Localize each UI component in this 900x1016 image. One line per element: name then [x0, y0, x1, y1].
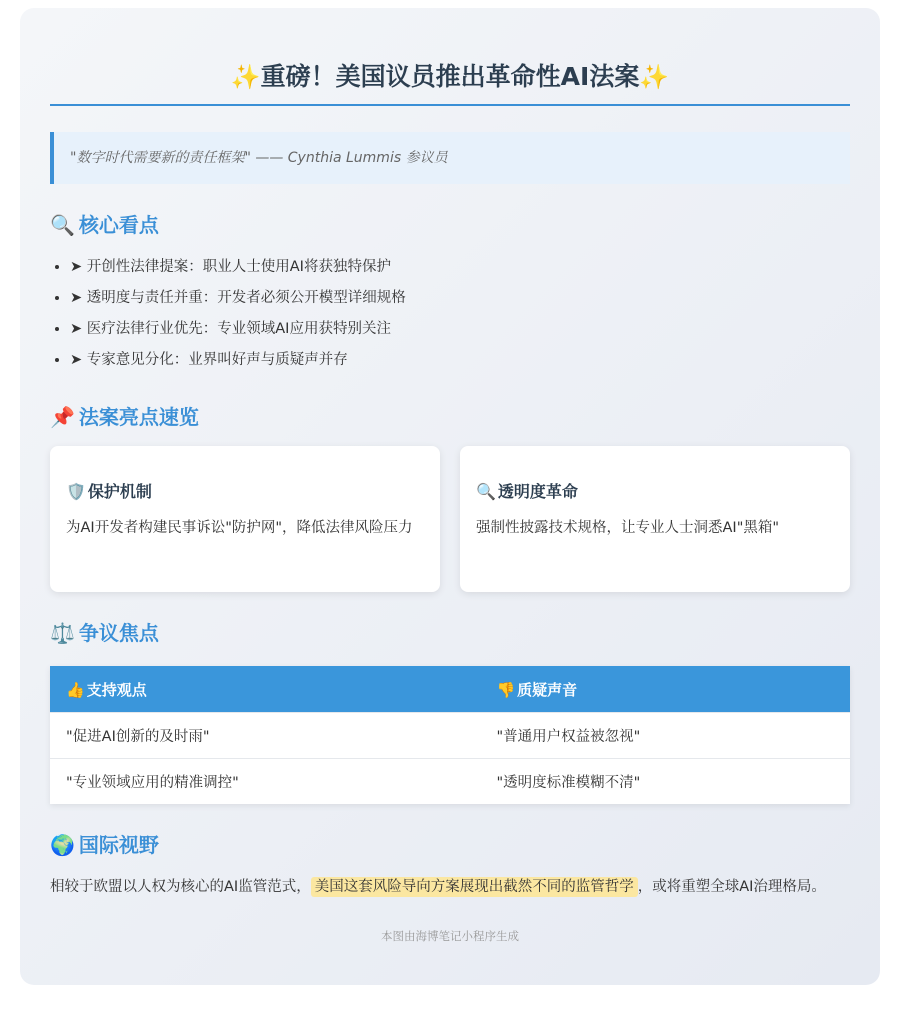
column-header-support: [50, 666, 480, 713]
table-cell: "普通用户权益被忽视": [480, 713, 850, 759]
magnifier-icon: 🔍: [50, 213, 75, 237]
card-body: 强制性披露技术规格，让专业人士洞悉AI"黑箱": [476, 520, 780, 536]
table-cell: "透明度标准模糊不清": [480, 759, 850, 805]
card-title: 保护机制: [87, 482, 152, 501]
section-heading-core: [50, 210, 850, 240]
section-title: 争议焦点: [78, 621, 159, 645]
section-heading-debate: [50, 618, 850, 648]
highlighted-text: 美国这套风险导向方案展现出截然不同的监管哲学: [311, 877, 638, 897]
section-heading-international: [50, 830, 850, 860]
section-title: 国际视野: [78, 833, 159, 857]
footer-credit: 本图由海博笔记小程序生成: [381, 929, 519, 943]
section-title: 法案亮点速览: [78, 405, 199, 429]
paragraph-text: ，或将重塑全球AI治理格局。: [637, 879, 826, 895]
card-heading: [66, 480, 424, 504]
page-title: [50, 8, 850, 94]
thumbs-down-icon: 👎: [496, 680, 516, 699]
sparkles-icon: ✨: [639, 63, 670, 91]
page-title-text: 重磅！美国议员推出革命性AI法案: [260, 62, 640, 91]
section-title: 核心看点: [78, 213, 159, 237]
column-header-label: 质疑声音: [517, 680, 578, 699]
column-header-label: 支持观点: [86, 680, 147, 699]
international-paragraph: [50, 876, 850, 898]
globe-icon: 🌍: [50, 833, 75, 857]
magnifier-icon: 🔍: [476, 482, 496, 501]
list-item: • ➤ 专家意见分化：业界叫好声与质疑声并存: [70, 345, 850, 376]
column-header-doubt: [480, 666, 850, 713]
card-title: 透明度革命: [497, 482, 578, 501]
card-body: 为AI开发者构建民事诉讼"防护网"，降低法律风险压力: [66, 520, 413, 536]
article-card: [20, 8, 880, 985]
title-divider: [50, 104, 850, 106]
pushpin-icon: 📌: [50, 405, 75, 429]
shield-icon: 🛡️: [66, 482, 86, 501]
highlight-card-protection: [50, 446, 440, 592]
sparkles-icon: ✨: [230, 63, 261, 91]
core-points-list: [50, 252, 850, 376]
table-cell: "促进AI创新的及时雨": [50, 713, 480, 759]
table-row: [50, 759, 850, 805]
card-heading: [476, 480, 834, 504]
highlight-cards: [50, 446, 850, 592]
debate-table: [50, 666, 850, 804]
balance-scale-icon: ⚖️: [50, 621, 75, 645]
highlight-card-transparency: [460, 446, 850, 592]
quote-block: "数字时代需要新的责任框架" —— Cynthia Lummis 参议员: [50, 132, 850, 184]
thumbs-up-icon: 👍: [66, 680, 85, 699]
table-row: [50, 713, 850, 759]
section-heading-highlights: [50, 402, 850, 432]
paragraph-text: 相较于欧盟以人权为核心的AI监管范式，: [50, 879, 311, 895]
table-header-row: [50, 666, 850, 713]
list-item: • ➤ 医疗法律行业优先：专业领域AI应用获特别关注: [70, 314, 850, 345]
list-item: • ➤ 透明度与责任并重：开发者必须公开模型详细规格: [70, 283, 850, 314]
list-item: • ➤ 开创性法律提案：职业人士使用AI将获独特保护: [70, 252, 850, 283]
table-cell: "专业领域应用的精准调控": [50, 759, 480, 805]
